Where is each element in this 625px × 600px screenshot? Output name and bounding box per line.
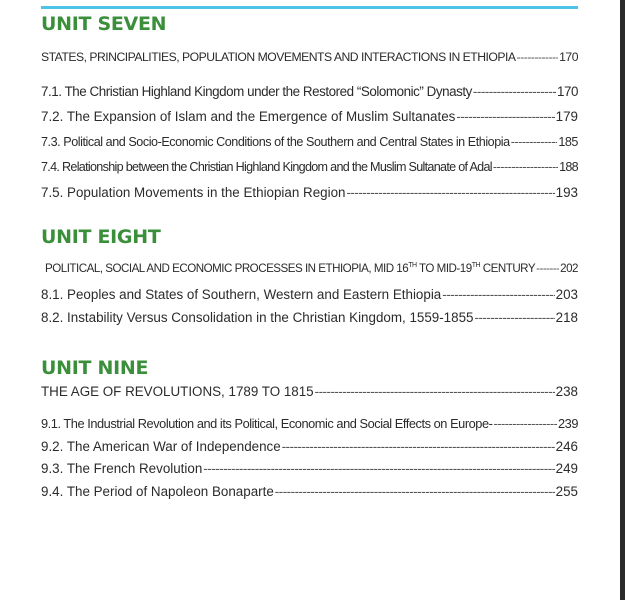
page-number: 170 — [557, 84, 578, 99]
unit-seven-heading: UNIT SEVEN — [41, 13, 167, 35]
toc-title: 9.4. The Period of Napoleon Bonaparte — [41, 484, 274, 499]
toc-entry-7-4[interactable] — [41, 160, 578, 174]
leader-dots — [315, 384, 555, 399]
toc-title: 9.3. The French Revolution — [41, 461, 203, 476]
toc-title: 7.3. Political and Socio-Economic Conditions of the Southern and Central States in Ethiopia — [41, 135, 510, 149]
scrollbar-edge[interactable] — [620, 0, 625, 600]
toc-entry-7-1[interactable] — [41, 84, 578, 99]
toc-title: 9.2. The American War of Independence — [41, 439, 281, 454]
page-number: 188 — [559, 160, 578, 174]
page-number: 218 — [555, 310, 578, 325]
unit-seven-title[interactable] — [41, 50, 578, 64]
toc-entry-9-2[interactable] — [41, 439, 578, 454]
leader-dots — [275, 484, 555, 499]
leader-dots — [346, 185, 554, 200]
page-number: 179 — [555, 109, 578, 124]
leader-dots — [282, 439, 555, 454]
page-number: 203 — [555, 287, 578, 302]
page-number: 185 — [558, 135, 578, 149]
toc-title: POLITICAL, SOCIAL AND ECONOMIC PROCESSES IN ETHIOPIA, MID 16TH TO MID-19TH CENTURY — [45, 262, 536, 275]
page-number: 246 — [555, 439, 578, 454]
toc-entry-8-1[interactable] — [41, 287, 578, 302]
toc-title: 8.2. Instability Versus Consolidation in the Christian Kingdom, 1559-1855 — [41, 310, 474, 325]
toc-title: 7.4. Relationship between the Christian Highland Kingdom and the Muslim Sultanate of Adal — [41, 160, 492, 174]
toc-title: THE AGE OF REVOLUTIONS, 1789 TO 1815 — [41, 384, 314, 399]
toc-title: STATES, PRINCIPALITIES, POPULATION MOVEMENTS AND INTERACTIONS IN ETHIOPIA — [41, 50, 516, 64]
leader-dots — [493, 160, 558, 174]
unit-nine-title[interactable] — [41, 384, 578, 399]
toc-title: 9.1. The Industrial Revolution and its Political, Economic and Social Effects on Europe- — [41, 416, 493, 431]
toc-entry-9-3[interactable] — [41, 461, 578, 476]
toc-entry-9-1[interactable] — [41, 416, 578, 431]
toc-entry-7-5[interactable] — [41, 185, 578, 200]
toc-entry-7-3[interactable] — [41, 135, 578, 149]
leader-dots — [474, 310, 554, 325]
top-rule — [41, 6, 578, 9]
leader-dots — [536, 262, 559, 275]
toc-title: 7.2. The Expansion of Islam and the Emergence of Muslim Sultanates — [41, 109, 456, 124]
unit-nine-heading: UNIT NINE — [41, 357, 149, 379]
unit-eight-title[interactable] — [41, 262, 578, 275]
page-number: 193 — [555, 185, 578, 200]
toc-title: 7.5. Population Movements in the Ethiopian Region — [41, 185, 346, 200]
leader-dots — [442, 287, 554, 302]
page-number: 249 — [555, 461, 578, 476]
page-number: 202 — [560, 262, 578, 275]
toc-title: 7.1. The Christian Highland Kingdom under the Restored “Solomonic” Dynasty — [41, 84, 472, 99]
toc-entry-8-2[interactable] — [41, 310, 578, 325]
leader-dots — [493, 416, 557, 431]
toc-title: 8.1. Peoples and States of Southern, Western and Eastern Ethiopia — [41, 287, 442, 302]
leader-dots — [473, 84, 556, 99]
leader-dots — [511, 135, 558, 149]
toc-entry-7-2[interactable] — [41, 109, 578, 124]
unit-eight-heading: UNIT EIGHT — [41, 226, 161, 248]
page-number: 238 — [555, 384, 578, 399]
page-number: 239 — [557, 416, 578, 431]
toc-entry-9-4[interactable] — [41, 484, 578, 499]
page-number: 170 — [559, 50, 578, 64]
leader-dots — [456, 109, 554, 124]
leader-dots — [517, 50, 559, 64]
leader-dots — [203, 461, 554, 476]
page-number: 255 — [555, 484, 578, 499]
